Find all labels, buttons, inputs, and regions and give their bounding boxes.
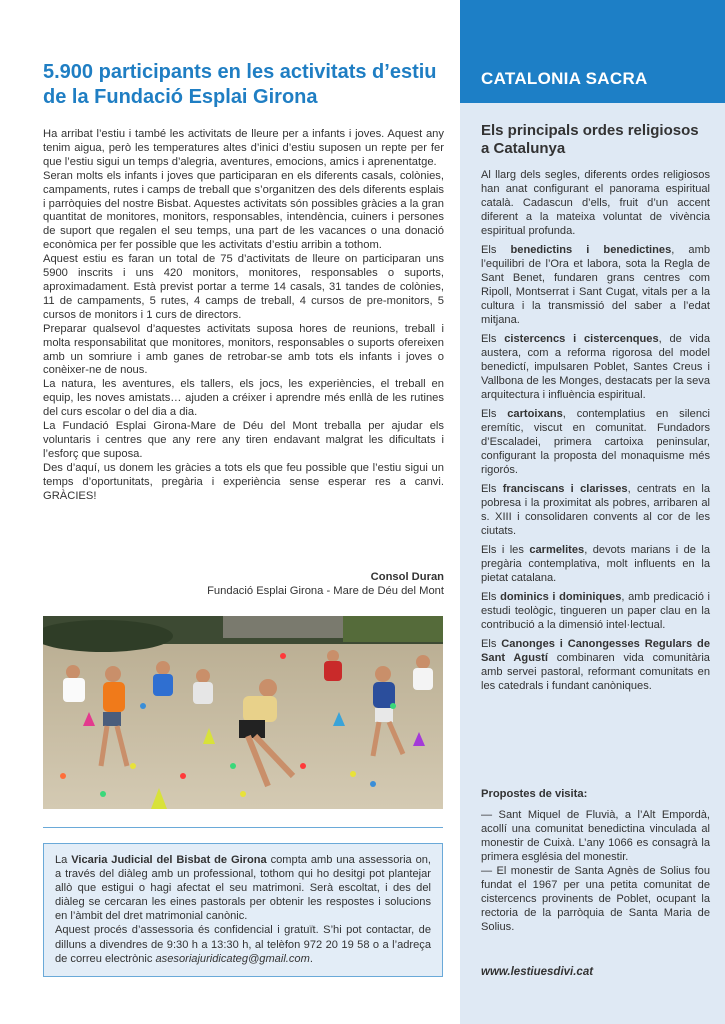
order-pre: Els: [481, 591, 501, 603]
notice-text: compta amb una assessoria on, a través del diàleg amb un professional, tothom qui ho desitgi pot plantejar allò que estigui o hagi afectat el seu matrimoni. Serà escoltat, i des del diàleg se cercaran les eines pastorals per obtenir les respostes i solucions en l’àmbit del dret matrimonial canònic.: [55, 854, 431, 923]
order-name: cistercencs i cistercenques: [504, 333, 659, 345]
sidebar-title: Els principals ordes religiosos a Catalunya: [481, 122, 699, 157]
proposal-item: — Sant Miquel de Fluvià, a l’Alt Empordà, acollí una comunitat benedictina vinculada al monestir de Cuixà. L’any 1066 es consagrà la primera església del monestir.: [481, 809, 710, 863]
order-text: , centrats en la pobresa i la proximitat als pobres, arribaren al s. XIII i consolidaren convents al cor de les ciutats.: [481, 483, 710, 537]
proposals-list: [481, 808, 710, 934]
notice-prefix: La: [55, 854, 72, 866]
order-pre: Els: [481, 333, 505, 345]
order-text: , de vida austera, com a reforma rigorosa del model benedictí, impulsaren Poblet, Santes Creus i Vallbona de les Monges, destacats per la seva arquitectura i influència espiritual.: [481, 333, 711, 401]
order-text: , amb predicació i estudi teològic, tingueren un paper clau en la contribució a la dimensió intel·lectual.: [481, 591, 710, 631]
order-item: [481, 243, 710, 327]
order-item: [481, 407, 710, 477]
website-link[interactable]: www.lestiuesdivi.cat: [481, 966, 594, 978]
order-name: benedictins i benedictines: [510, 244, 672, 256]
order-item: [481, 543, 710, 585]
notice-paragraph: [55, 923, 431, 965]
article-body: [43, 128, 444, 503]
author-name: Consol Duran: [370, 571, 444, 583]
notice-box: [43, 843, 443, 977]
notice-end: .: [309, 952, 313, 965]
sidebar-content: [481, 122, 710, 698]
article-title: 5.900 participants en les activitats d’estiu de la Fundació Esplai Girona: [43, 61, 437, 108]
order-name: carmelites: [529, 544, 585, 556]
article-paragraph: Ha arribat l’estiu i també les activitats de lleure per a infants i joves. Aquest any tenim aigua, però les temperatures altes d’inici d’estiu suposen un repte per fer que l’estiu sigui un temps d’alegria, aventures, emocions, amics i aprenentatge.: [43, 128, 444, 168]
order-name: franciscans i clarisses: [502, 483, 628, 495]
article-paragraph: Preparar qualsevol d’aquestes activitats suposa hores de reunions, treball i molta responsabilitat que monitores, monitors, responsables o suports ofereixen amb un somriure i amb ganes de retrobar-se amb tots els infants i joves o conèixer-ne de nous.: [43, 322, 444, 377]
notice-paragraph: [55, 853, 431, 923]
order-item: [481, 637, 710, 693]
order-pre: Els: [481, 638, 502, 650]
order-text: , amb l’equilibri de l’Ora et labora, sota la Regla de Sant Benet, fundaren grans centres com Ripoll, Montserrat i Sant Cugat, vitals per a la cultura i la transmissió del saber a l’edat mitjana.: [481, 244, 711, 326]
order-text: combinaren vida comunitària amb servei pastoral, reformant comunitats en les catedrals i fundant canòniques.: [481, 652, 710, 692]
order-pre: Els: [481, 483, 503, 495]
article-paragraph: Aquest estiu es faran un total de 75 d’activitats de lleure on participaran uns 5900 inscrits i uns 420 monitors, monitores, responsables o suports, aproximadament. Està previst portar a terme 14 casals, 31 tandes de colònies, 11 de campaments, 5 rutes, 4 camps de treball, 4 cursos de pre-monitors, 5 cursos de monitors i 1 curs de directors.: [43, 253, 444, 321]
notice-email[interactable]: asesoriajuridicateg@gmail.com: [155, 952, 310, 965]
order-text: , devots marians i de la pregària contemplativa, molt influents en la pietat catalana.: [481, 544, 710, 584]
sidebar-header: [460, 0, 725, 103]
children-playing-photo: [43, 616, 443, 809]
order-item: [481, 332, 710, 402]
order-name: cartoixans: [507, 408, 563, 420]
notice-org: Vicaria Judicial del Bisbat de Girona: [71, 854, 267, 866]
order-item: [481, 482, 710, 538]
notice-contact: Aquest procés d’assessoria és confidencial i gratuït. S’hi pot contactar, de dilluns a divendres de 9:30 h a 13:30 h, al telèfon 972 20 19 58 o a l’adreça de correu electrònic: [55, 924, 431, 965]
sidebar-intro: Al llarg dels segles, diferents ordes religiosos han anat configurant el panorama espiritual català. Cadascun d’ells, fruit d’un accent diferent a la mateixa voluntat de vivència espiritual profunda.: [481, 169, 710, 237]
sidebar-header-title: CATALONIA SACRA: [481, 69, 648, 88]
article-paragraph: La Fundació Esplai Girona-Mare de Déu del Mont treballa per ajudar els voluntaris i centres que any rere any tiren endavant malgrat les dificultats i l’esforç que suposa.: [43, 420, 444, 460]
order-pre: Els i les: [481, 544, 530, 556]
proposals-title: Propostes de visita:: [481, 788, 588, 800]
order-name: Canonges i Canongesses Regulars de Sant Agustí: [481, 638, 710, 664]
article-paragraph: La natura, les aventures, els tallers, els jocs, les experiències, el treball en equip, les noves amistats… ajuden a créixer i aprendre més enllà de les rutines del curs escolar o del dia a dia.: [43, 378, 444, 419]
divider: [43, 827, 443, 828]
order-pre: Els: [481, 244, 511, 256]
article-signature: [43, 570, 444, 598]
article-paragraph: Seran molts els infants i joves que participaran en els diferents casals, colònies, campaments, rutes i camps de treball que s’organitzen des dels diferents esplais i parròquies del nostre Bisbat. Aquestes activitats són possibles gràcies a la gran quantitat de monitores, monitors, responsables, intendència, cuiners i persones de suport que regalen el seu temps, una part de les vacances o una donació econòmica per fer possible que les activitats d’estiu arribin a tothom.: [43, 169, 444, 252]
proposal-item: — El monestir de Santa Agnès de Solius fou fundat el 1967 per una petita comunitat de cistercencs provinents de Poblet, ocupant la rectoria de la parròquia de Santa Maria de Solius.: [481, 865, 710, 933]
article-paragraph: Des d’aquí, us donem les gràcies a tots els que feu possible que l’estiu sigui un temps d’oportunitats, pregària i experiència sense esperar res a canvi. GRÀCIES!: [43, 461, 444, 502]
order-pre: Els: [481, 408, 508, 420]
order-item: [481, 590, 710, 632]
author-org: Fundació Esplai Girona - Mare de Déu del Mont: [207, 585, 444, 597]
order-text: , contemplatius en silenci eremític, viscut en comunitat. Fundadors d’Escaladei, primera cartoixa peninsular, configurant la proposta del monaquisme més rigorós.: [481, 408, 710, 476]
order-name: dominics i dominiques: [500, 591, 622, 603]
